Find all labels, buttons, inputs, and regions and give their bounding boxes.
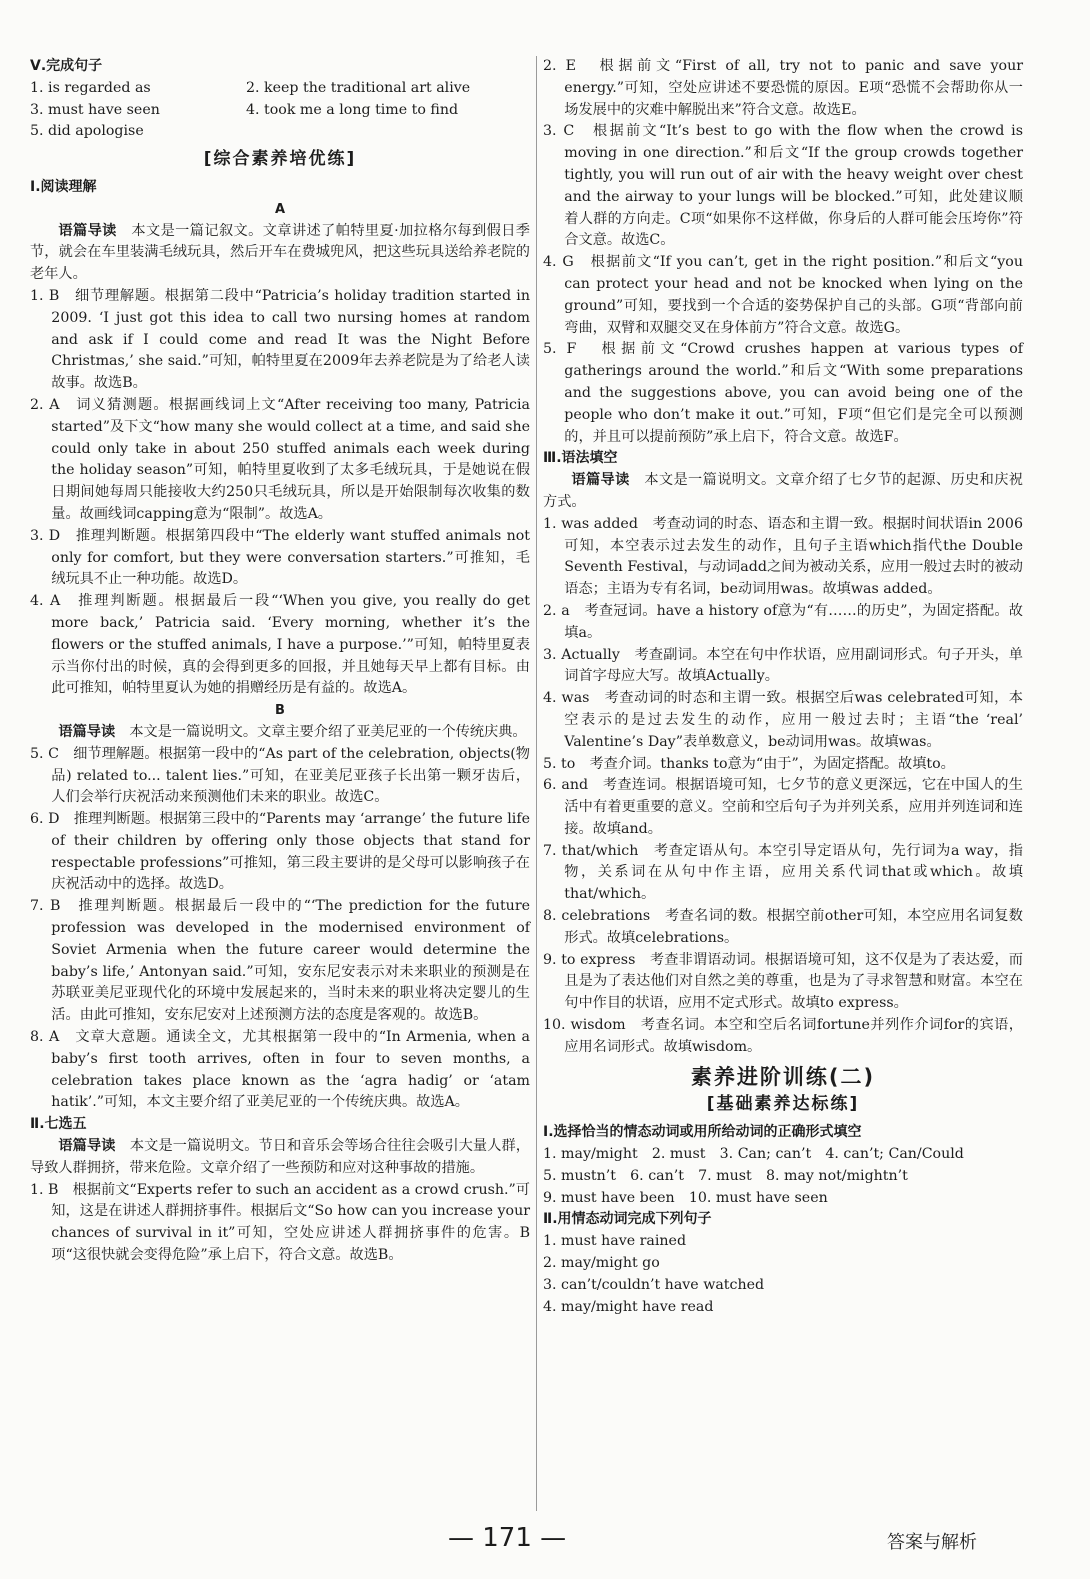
answer-explanation: 6. and 考查连词。根据语境可知，七夕节的意义更深远，它在中国人的生活中有着更重要的意义。空前和空后句子为并列关系，应用并列连词和连接。故填and。 [543,777,1023,837]
passage-guide [30,1136,530,1180]
column-divider [536,56,537,1511]
passage-guide [543,470,1023,514]
answer-explanation: 2. E 根据前文“First of all, try not to panic and save your energy.”可知，空处应讲述不要恐慌的原因。E项“恐慌不会帮助你从一场发展中的灾难中解脱出来”符合文意。故选E。 [543,58,1023,118]
answer-explanation: 10. wisdom 考查名词。本空和空后名词fortune并列作介词for的宾语，应用名词形式。故填wisdom。 [543,1017,1023,1055]
right-column [543,56,1023,1318]
answer-explanation: 4. A 推理判断题。根据最后一段“‘When you give, you really do get more back,’ Patricia said. ‘Every morning, whether it’s the flowers or the stuffed animals, I have a purpose.’”可知，帕特里夏表示当你付出的时候，真的会得到更多的回报，并且她每天早上都有目标。由此可推知，帕特里夏认为她的捐赠经历是有益的。故选A。 [30,593,530,697]
guide-text: 本文是一篇说明文。文章介绍了七夕节的起源、历史和庆祝方式。 [543,472,1023,510]
answer-item: 4. took me a long time to find [246,101,459,118]
guide-text: 本文是一篇说明文。文章主要介绍了亚美尼亚的一个传统庆典。 [129,723,527,740]
box-heading: [基础素养达标练] [706,1094,860,1115]
answer-item: 5. did apologise [30,123,144,140]
answer-explanation: 9. to express 考查非谓语动词。根据语境可知，这不仅是为了表达爱，而且是为了表达他们对自然之美的尊重，也是为了寻求智慧和财富。本空在句中作目的状语，应用不定式形式。故填to express。 [543,951,1023,1012]
passage-guide [30,722,530,744]
answer-explanation: 1. B 根据前文“Experts refer to such an accident as a crowd crush.”可知，这是在讲述人群拥挤事件。根据后文“So how can you increase your chances of survival in it”可知，空处应讲述人群拥挤事件的危害。B项“这很快就会变得危险”承上启下，符合文意。故选B。 [30,1181,530,1264]
guide-label: 语篇导读 [58,222,117,239]
answer-explanation: 3. C 根据前文“It’s best to go with the flow when the crowd is moving in one direction.”和后文“If the group crowds together tightly, you will run out of air with the heavy weight over chest and the airway to your lungs will be blocked.”可知，此处建议顺着人群的方向走。C项“如果你不这样做，你身后的人群可能会压垮你”符合文意。故选C。 [543,123,1023,249]
answer-explanation: 7. that/which 考查定语从句。本空引导定语从句，先行词为a way，指物，关系词在从句中作主语，应用关系代词that或which。故填that/which。 [543,842,1023,903]
answer-item: 1. is regarded as [30,79,151,96]
answer-explanation: 5. F 根据前文“Crowd crushes happen at various types of gatherings around the world.”和后文“With some preparations and the suggestions above, you can avoid being one of the people who don’t make it out.”可知，F项“但它们是完全可以预测的，并且可以提前预防”承上启下，符合文意。故选F。 [543,341,1023,445]
passage-label: B [275,703,285,719]
passage-label: A [274,201,286,217]
answer-explanation: 3. Actually 考查副词。本空在句中作状语，应用副词形式。句子开头，单词首字母应大写。故填Actually。 [543,646,1023,685]
section-heading: Ⅴ.完成句子 [30,58,103,74]
answer-explanation: 5. C 细节理解题。根据第一段中的“As part of the celebration, objects(物品) related to... talent lies.”可知，在亚美尼亚孩子长出第一颗牙齿后，人们会举行庆祝活动来预测他们未来的职业。故选C。 [30,745,530,806]
left-column [30,56,530,1267]
section-heading: Ⅱ.七选五 [30,1116,87,1133]
answer-line: 9. must have been 10. must have seen [543,1189,828,1206]
answer-line: 3. can’t/couldn’t have watched [543,1276,765,1293]
answer-item: 2. keep the traditional art alive [246,79,471,96]
answer-grid [30,78,530,143]
answer-explanation: 7. B 推理判断题。根据最后一段中的“‘The prediction for the future profession was developed in the modernised environment of Soviet Armenia when the future career would determine the baby’s life,’ Antonyan said.”可知，安东尼安表示对未来职业的预测是在苏联亚美尼亚现代化的环境中发展起来的，当时未来的职业将决定婴儿的生活。由此可推知，安东尼安对上述预测方法的态度是客观的。故选B。 [30,898,530,1024]
answer-line: 1. must have rained [543,1233,687,1250]
guide-text: 本文是一篇记叙文。文章讲述了帕特里夏·加拉格尔每到假日季节，就会在车里装满毛绒玩具，然后开车在费城兜风，把这些玩具送给养老院的老年人。 [30,222,530,283]
chapter-title: 素养进阶训练(二) [690,1064,876,1089]
guide-label: 语篇导读 [58,723,116,740]
guide-label: 语篇导读 [58,1138,116,1155]
box-heading: [综合素养培优练] [203,149,357,170]
section-heading: Ⅰ.阅读理解 [30,178,97,195]
passage-guide [30,221,530,286]
answer-explanation: 8. A 文章大意题。通读全文，尤其根据第一段中的“In Armenia, when a baby’s first tooth arrives, often in four to seven months, a celebration takes place known as the ‘agra hadig’ or ‘atam hatik’.”可知，本文主要介绍了亚美尼亚的一个传统庆典。故选A。 [30,1029,530,1111]
answer-explanation: 1. was added 考查动词的时态、语态和主谓一致。根据时间状语in 2006可知，本空表示过去发生的动作，且句子主语which指代the Double Seventh Festival，与动词add之间为被动关系，应用一般过去时的被动语态；主语为专有名词，be动词用was。故填was added。 [543,515,1023,598]
answer-line: 1. may/might 2. must 3. Can; can’t 4. can’t; Can/Could [543,1146,964,1163]
answer-explanation: 3. D 推理判断题。根据第四段中“The elderly want stuffed animals not only for comfort, but they were conversation starters.”可推知，毛绒玩具不止一种功能。故选D。 [30,527,530,588]
guide-text: 本文是一篇说明文。节日和音乐会等场合往往会吸引大量人群，导致人群拥挤，带来危险。文章介绍了一些预防和应对这种事故的措施。 [30,1138,530,1176]
answer-explanation: 2. a 考查冠词。have a history of意为“有……的历史”，为固定搭配。故填a。 [543,602,1023,641]
answer-explanation: 1. B 细节理解题。根据第二段中“Patricia’s holiday tradition started in 2009. ‘I just got this idea to call two nursing homes at random and ask if I could come and read It was the Night Before Christmas,’ she said.”可知，帕特里夏在2009年去养老院是为了给老人读故事。故选B。 [30,287,530,392]
answer-line: 4. may/might have read [543,1298,714,1315]
answer-explanation: 5. to 考查介词。thanks to意为“由于”，为固定搭配。故填to。 [543,755,955,772]
page-number: — 171 — [448,1523,567,1553]
section-heading: Ⅰ.选择恰当的情态动词或用所给动词的正确形式填空 [543,1124,862,1141]
guide-label: 语篇导读 [571,472,630,489]
answer-explanation: 6. D 推理判断题。根据第三段中的“Parents may ‘arrange’ the future life of their children by offering only those objects that stand for respectable professions”可推知，第三段主要讲的是父母可以影响孩子在庆祝活动中的选择。故选D。 [30,811,530,893]
answer-item: 3. must have seen [30,101,160,118]
footer-label: 答案与解析 [887,1532,977,1553]
answer-explanation: 4. G 根据前文“If you can’t, get in the right position.”和后文“you can protect your head and not be knocked when lying on the ground”可知，要找到一个合适的姿势保护自己的头部。G项“背部向前弯曲，双臂和双腿交叉在身体前方”符合文意。故选G。 [543,254,1023,336]
answer-line: 2. may/might go [543,1255,660,1272]
answer-explanation: 8. celebrations 考查名词的数。根据空前other可知，本空应用名词复数形式。故填celebrations。 [543,908,1023,946]
answer-explanation: 2. A 词义猜测题。根据画线词上文“After receiving too many, Patricia started”及下文“how many she would collect at a time, and said she could only take in about 250 stuffed animals each week during the holiday season”可知，帕特里夏收到了太多毛绒玩具，于是她说在假日期间她每周只能接收大约250只毛绒玩具，所以是开始限制每次收集的数量。故画线词capping意为“限制”。故选A。 [30,396,530,522]
answer-line: 5. mustn’t 6. can’t 7. must 8. may not/mightn’t [543,1167,908,1184]
answer-explanation: 4. was 考查动词的时态和主谓一致。根据空后was celebrated可知，本空表示的是过去发生的动作，应用一般过去时；主语“the ‘real’ Valentine’s Day”表单数意义，be动词用was。故填was。 [543,690,1023,750]
section-heading: Ⅲ.语法填空 [543,450,618,467]
section-heading: Ⅱ.用情态动词完成下列句子 [543,1211,712,1228]
